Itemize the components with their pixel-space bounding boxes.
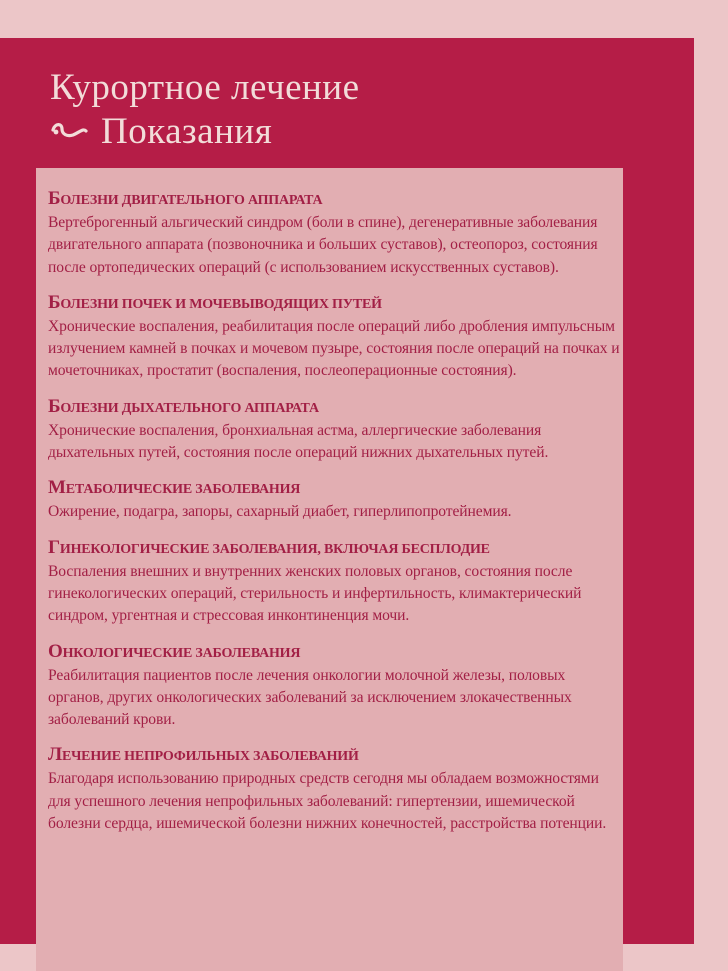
section-respiratory (48, 396, 620, 465)
section-text: Благодаря использованию природных средств сегодня мы обладаем возможностями для успешного лечения непрофильных заболеваний: гипертензии, ишемической болезни сердца, ишемической болезни нижних конечностей, расстройства потенции. (48, 770, 607, 833)
section-text: Хронические воспаления, бронхиальная астма, аллергические заболевания дыхательных путей, состояния после операций нижних дыхательных путей. (48, 421, 549, 462)
section-text: Вертеброгенный альгический синдром (боли в спине), дегенеративные заболевания двигательного аппарата (позвоночника и больших суставов), остеопороз, состояния после ортопедических операций (с использованием искусственных суставов). (48, 214, 598, 276)
section-text: Воспаления внешних и внутренних женских половых органов, состояния после гинекологических операций, стерильность и инфертильность, климактерический синдром, ургентная и стрессовая инконтиненция мочи. (48, 562, 582, 625)
section-gynecological (48, 537, 620, 628)
section-heading: ОНКОЛОГИЧЕСКИЕ ЗАБОЛЕВАНИЯ (48, 640, 301, 662)
title-line-2 (50, 110, 360, 154)
section-musculoskeletal (48, 188, 620, 279)
section-heading: БОЛЕЗНИ ПОЧЕК И МОЧЕВЫВОДЯЩИХ ПУТЕЙ (48, 291, 382, 313)
section-non-profile (48, 744, 620, 835)
section-heading: МЕТАБОЛИЧЕСКИЕ ЗАБОЛЕВАНИЯ (48, 477, 301, 499)
section-heading: ЛЕЧЕНИЕ НЕПРОФИЛЬНЫХ ЗАБОЛЕВАНИЙ (48, 744, 359, 766)
page-title (50, 66, 360, 154)
section-heading: БОЛЕЗНИ ДВИГАТЕЛЬНОГО АППАРАТА (48, 188, 323, 209)
section-text: Хронические воспаления, реабилитация после операций либо дробления импульсным излучением камней в почках и мочевом пузыре, состояния после операций на почках и мочеточниках, простатит (воспаления, послеоперационные состояния). (48, 317, 620, 380)
title-subheading: Показания (101, 111, 273, 152)
section-heading: БОЛЕЗНИ ДЫХАТЕЛЬНОГО АППАРАТА (48, 395, 319, 417)
section-metabolic (48, 477, 620, 523)
section-oncological (48, 641, 620, 732)
title-line-1: Курортное лечение (50, 67, 360, 108)
section-text: Реабилитация пациентов после лечения онкологии молочной железы, половых органов, других онкологических заболеваний за исключением злокачественных заболеваний крови. (48, 666, 572, 729)
indications-list (48, 188, 620, 848)
section-text: Ожирение, подагра, запоры, сахарный диабет, гиперлипопротейнемия. (48, 503, 512, 521)
section-kidney-urinary (48, 292, 620, 383)
swirl-ornament-icon (50, 122, 88, 142)
section-heading: ГИНЕКОЛОГИЧЕСКИЕ ЗАБОЛЕВАНИЯ, ВКЛЮЧАЯ БЕСПЛОДИЕ (48, 536, 490, 558)
